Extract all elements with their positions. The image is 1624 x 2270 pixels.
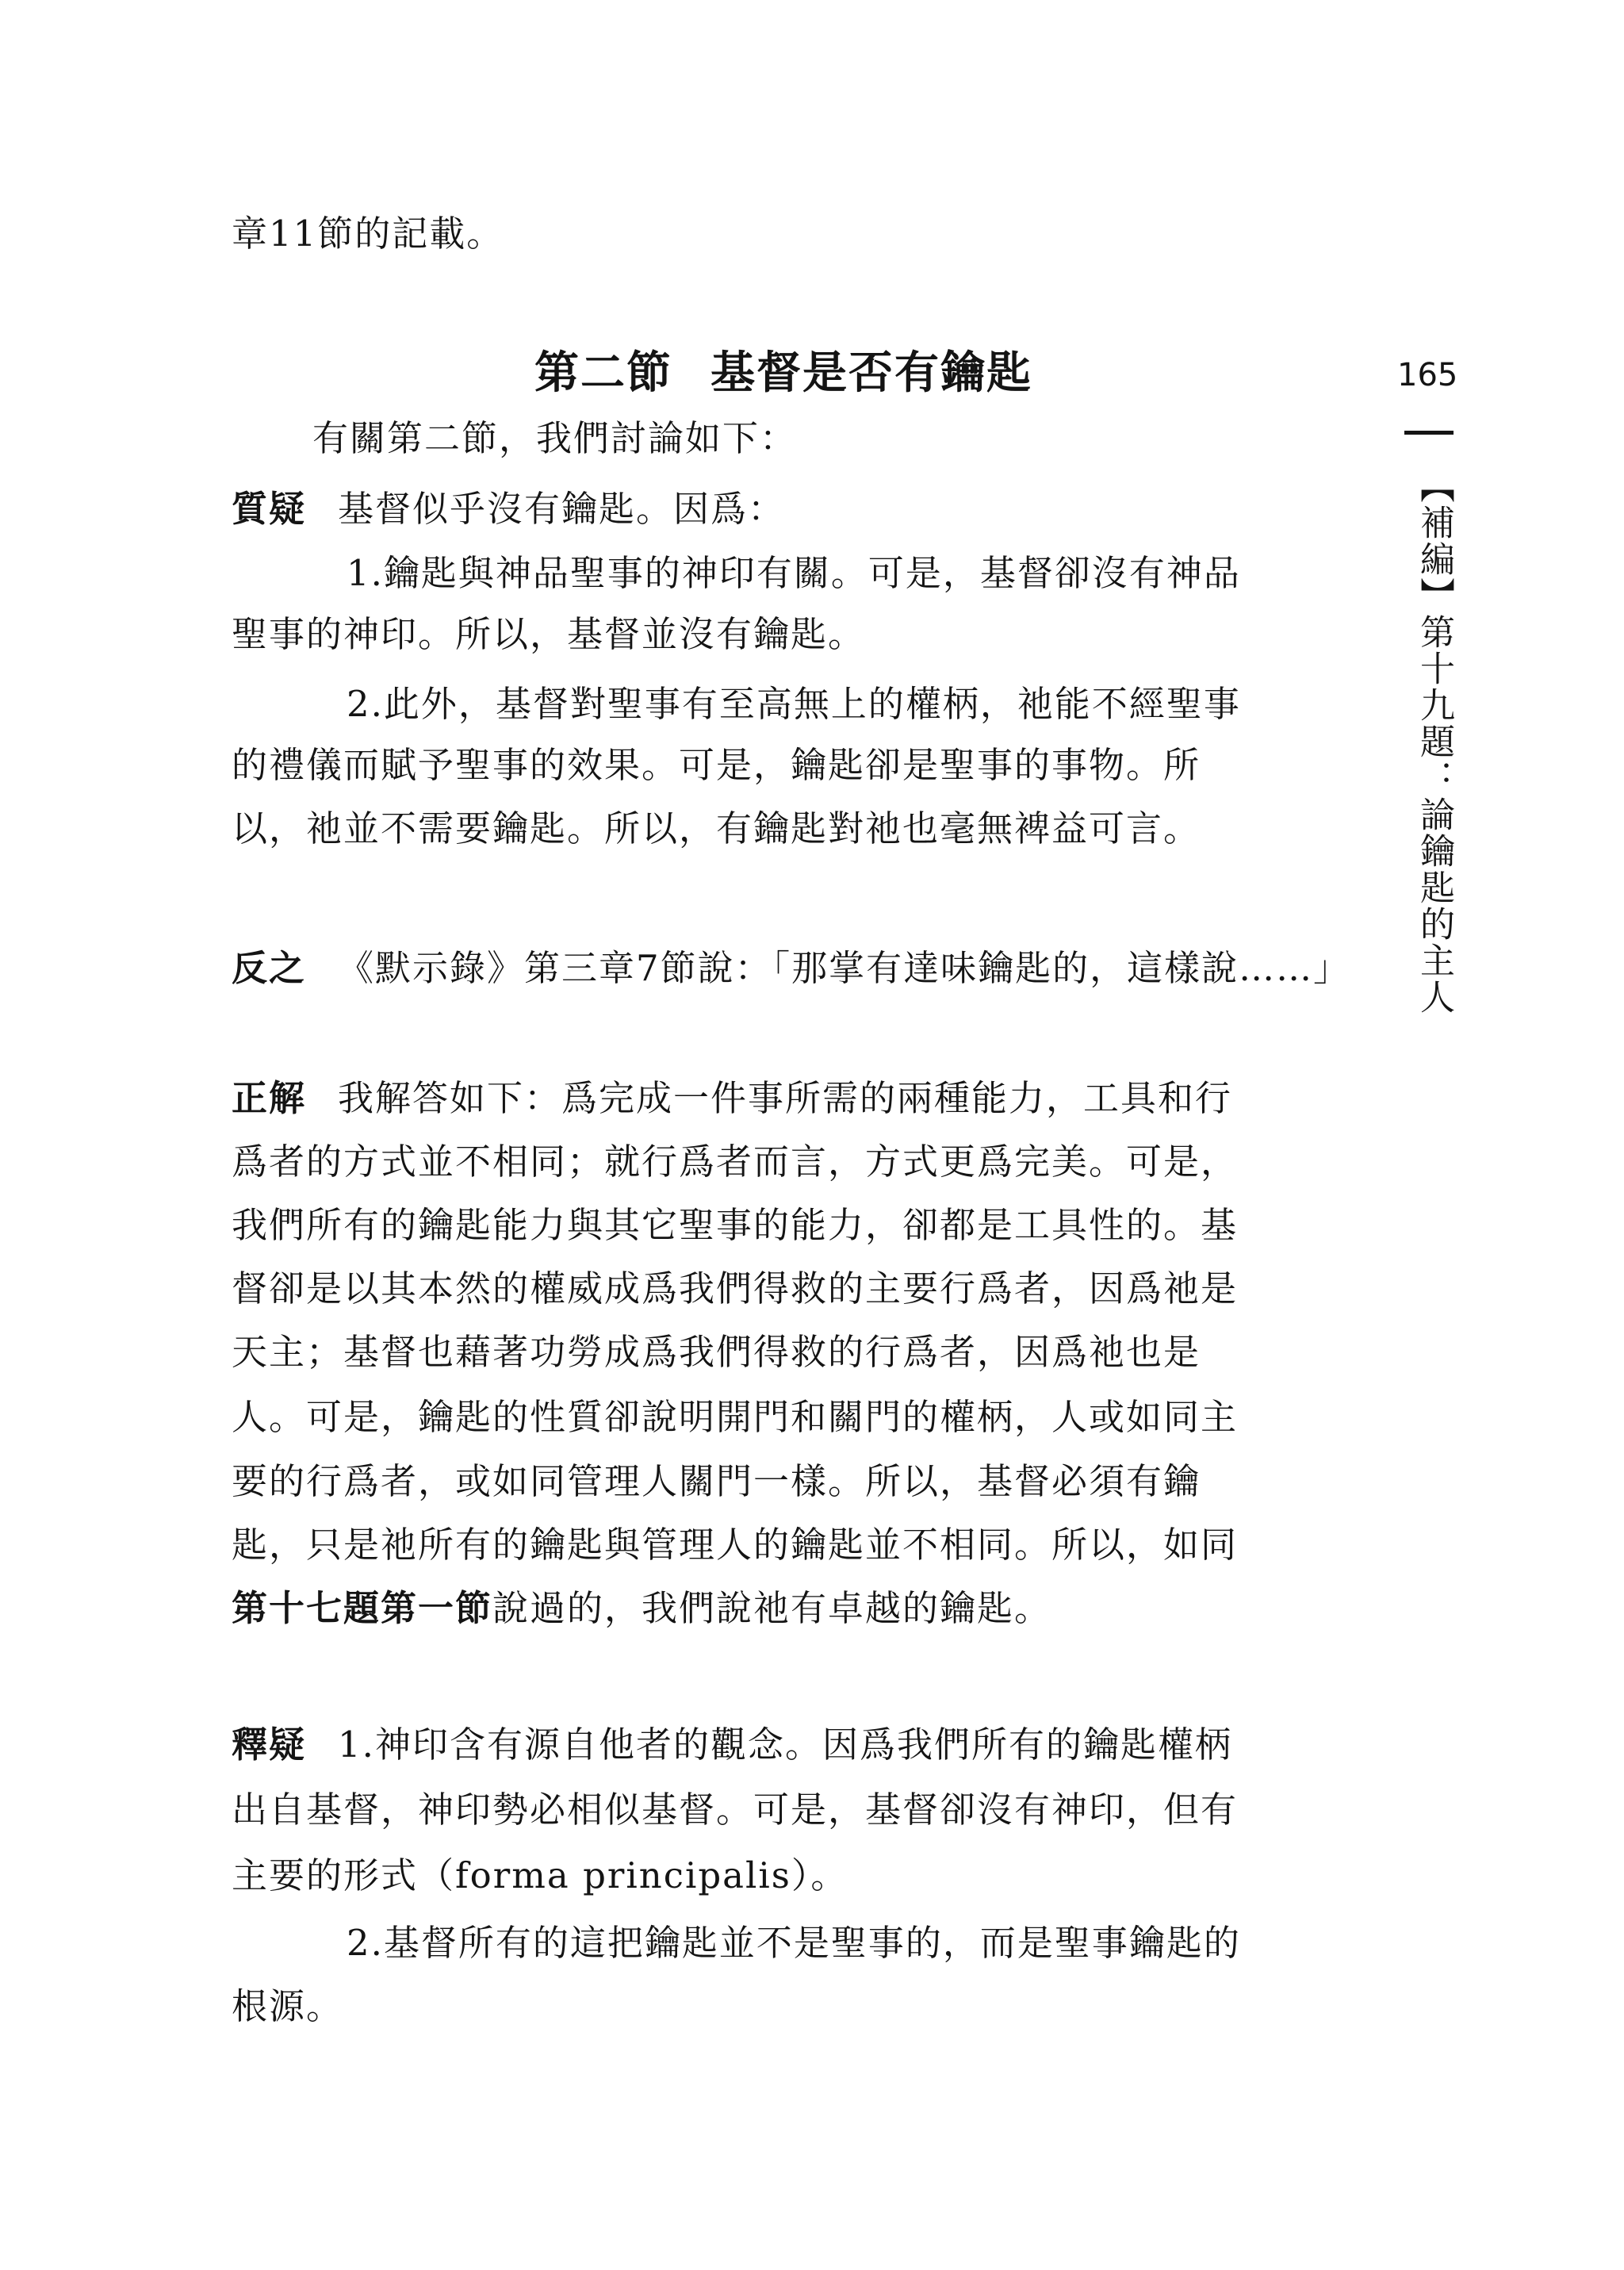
section-question: 基督是否有鑰匙: [710, 347, 1032, 399]
cross-reference: 第十七題第一節: [232, 1587, 493, 1629]
section-title: [534, 341, 1032, 405]
objection-1-line-2: 聖事的神印。所以，基督並沒有鑰匙。: [232, 613, 866, 655]
response-line-1: [232, 1071, 1232, 1126]
objections-label: 質疑: [232, 488, 307, 530]
reply-1-text: 1.神印含有源自他者的觀念。因爲我們所有的鑰匙權柄: [338, 1724, 1232, 1766]
objection-2-line-3: 以，祂並不需要鑰匙。所以，有鑰匙對祂也毫無裨益可言。: [232, 807, 1201, 849]
response-line-9: [232, 1581, 1051, 1636]
objections-line: [232, 481, 785, 537]
reply-1-line-2: 出自基督，神印勢必相似基督。可是，基督卻沒有神印，但有: [232, 1789, 1239, 1831]
continuation-line: 章11節的記載。: [232, 213, 504, 255]
reply-2-line-2: 根源。: [232, 1985, 344, 2027]
sed-contra-line: [232, 941, 1350, 996]
replies-label: 釋疑: [232, 1724, 307, 1766]
section-number: 第二節: [534, 347, 672, 399]
objection-1-line-1: 1.鑰匙與神品聖事的神印有關。可是，基督卻沒有神品: [347, 552, 1241, 594]
replies-line-1: [232, 1717, 1232, 1773]
response-label: 正解: [232, 1077, 307, 1119]
response-line-9-text: 說過的，我們說祂有卓越的鑰匙。: [492, 1587, 1052, 1629]
running-header: 【補編】第十九題：論鑰匙的主人: [1414, 468, 1454, 1015]
header-rule: [1404, 431, 1454, 435]
response-line-3: 我們所有的鑰匙能力與其它聖事的能力，卻都是工具性的。基: [232, 1204, 1239, 1246]
response-line-2: 爲者的方式並不相同；就行爲者而言，方式更爲完美。可是，: [232, 1141, 1239, 1183]
response-line-8: 匙，只是祂所有的鑰匙與管理人的鑰匙並不相同。所以，如同: [232, 1524, 1239, 1566]
page-number: 165: [1397, 357, 1458, 393]
sed-contra-label: 反之: [232, 947, 307, 989]
objection-2-line-1: 2.此外，基督對聖事有至高無上的權柄，祂能不經聖事: [347, 683, 1241, 725]
reply-1-line-3: 主要的形式（forma principalis）。: [232, 1854, 848, 1896]
sed-contra-text: 《默示錄》第三章7節說：「那掌有達味鑰匙的，這樣說……」: [338, 947, 1351, 989]
objections-text: 基督似乎沒有鑰匙。因爲：: [338, 488, 786, 530]
section-intro: 有關第二節，我們討論如下：: [312, 417, 798, 459]
response-line-4: 督卻是以其本然的權威成爲我們得救的主要行爲者，因爲祂是: [232, 1267, 1239, 1309]
response-line-6: 人。可是，鑰匙的性質卻說明開門和關門的權柄，人或如同主: [232, 1396, 1239, 1438]
objection-2-line-2: 的禮儀而賦予聖事的效果。可是，鑰匙卻是聖事的事物。所: [232, 744, 1201, 786]
response-line-5: 天主；基督也藉著功勞成爲我們得救的行爲者，因爲祂也是: [232, 1331, 1201, 1373]
response-line-7: 要的行爲者，或如同管理人關門一樣。所以，基督必須有鑰: [232, 1460, 1201, 1502]
reply-2-line-1: 2.基督所有的這把鑰匙並不是聖事的，而是聖事鑰匙的: [347, 1922, 1241, 1964]
response-text: 我解答如下：爲完成一件事所需的兩種能力，工具和行: [338, 1077, 1233, 1119]
